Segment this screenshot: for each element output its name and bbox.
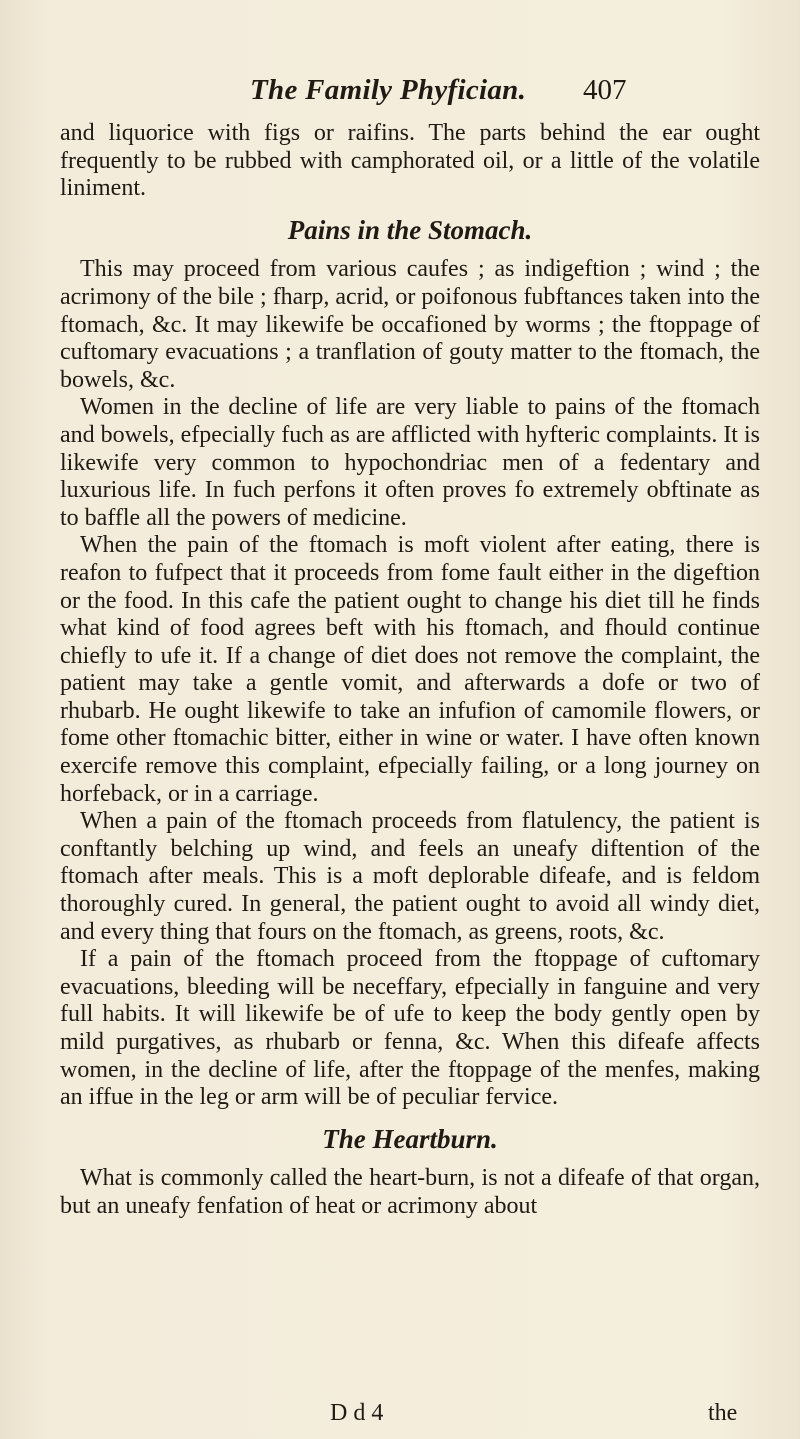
page-number: 407 xyxy=(583,74,627,106)
paragraph-continuation: and liquorice with figs or raifins. The parts behind the ear ought frequently to be rubbed with camphorated oil, or a little of the volatile liniment. xyxy=(60,120,760,202)
paragraph-heartburn: What is commonly called the heart-burn, is not a difeafe of that organ, but an uneafy fenfation of heat or acrimony about xyxy=(60,1165,760,1219)
paragraph-flatulency: When a pain of the ftomach proceeds from flatulency, the patient is conftantly belching up wind, and feels an uneafy diftention of the ftomach after meals. This is a moft deplorable difeafe, and is feldom thoroughly cured. In general, the patient ought to avoid all windy diet, and every thing that fours on the ftomach, as greens, roots, &c. xyxy=(60,808,760,945)
paragraph-women: Women in the decline of life are very liable to pains of the ftomach and bowels, efpecially fuch as are afflicted with hyfteric complaints. It is likewife very common to hypochondriac men of a fedentary and luxurious life. In fuch perfons it often proves fo extremely obftinate as to baffle all the powers of medicine. xyxy=(60,394,760,531)
paragraph-after-eating: When the pain of the ftomach is moft violent after eating, there is reafon to fufpect that it proceeds from fome fault either in the digeftion or the food. In this cafe the patient ought to change his diet till he finds what kind of food agrees beft with his ftomach, and fhould continue chiefly to ufe it. If a change of diet does not remove the complaint, the patient may take a gentle vomit, and afterwards a dofe or two of rhubarb. He ought likewife to take an infufion of camomile flowers, or fome other ftomachic bitter, either in wine or water. I have often known exercife remove this complaint, efpecially failing, or a long journey on horfeback, or in a carriage. xyxy=(60,532,760,807)
catchword: the xyxy=(708,1400,738,1426)
section-heading-heartburn: The Heartburn. xyxy=(322,1123,498,1154)
section-heading-stomach-pains: Pains in the Stomach. xyxy=(287,214,533,245)
body-text xyxy=(60,120,760,1221)
signature-mark: D d 4 xyxy=(330,1400,384,1426)
paragraph-causes: This may proceed from various caufes ; as indigeftion ; wind ; the acrimony of the bile ; fharp, acrid, or poifonous fubftances taken into the ftomach, &c. It may likewife be occafioned by worms ; the ftoppage of cuftomary evacuations ; a tranflation of gouty matter to the ftomach, the bowels, &c. xyxy=(60,256,760,393)
running-head xyxy=(0,74,800,114)
running-title: The Family Phyfician. xyxy=(250,74,527,106)
page-footer xyxy=(0,1400,800,1430)
paragraph-evacuations: If a pain of the ftomach proceed from the ftoppage of cuftomary evacuations, bleeding will be neceffary, efpecially in fanguine and very full habits. It will likewife be of ufe to keep the body gently open by mild purgatives, as rhubarb or fenna, &c. When this difeafe affects women, in the decline of life, after the ftoppage of the menfes, making an iffue in the leg or arm will be of peculiar fervice. xyxy=(60,946,760,1111)
